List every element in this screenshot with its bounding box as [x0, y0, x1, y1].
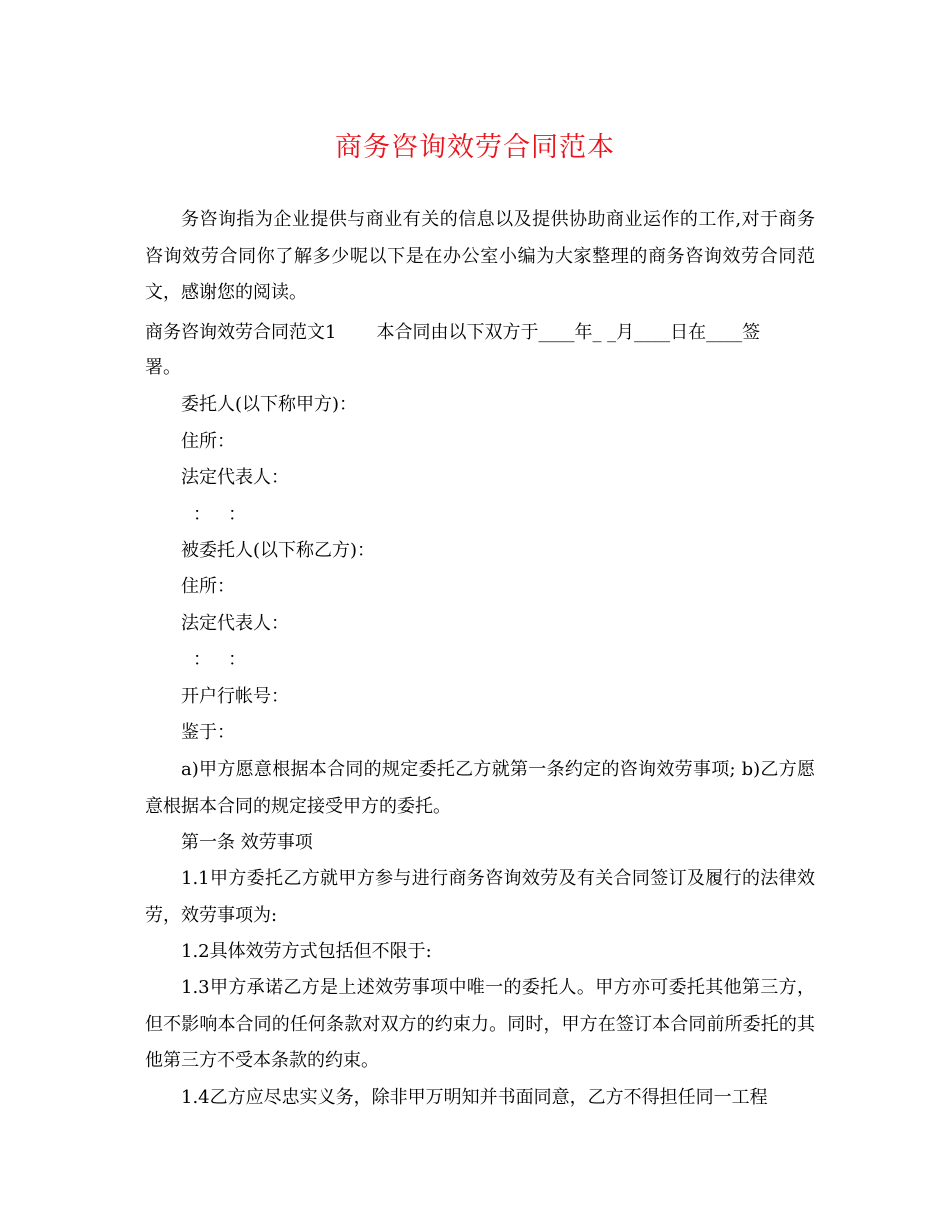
party-a-label: 委托人(以下称甲方)： [181, 394, 358, 415]
clause-1-4: 1.4乙方应尽忠实义务，除非甲万明知并书面同意，乙方不得担任同一工程 [181, 1087, 768, 1108]
party-b-colons: ： ： [193, 649, 247, 670]
clause-1-2: 1.2具体效劳方式包括但不限于: [181, 941, 432, 962]
party-a-address: 住所： [181, 431, 235, 452]
sample-heading-line [145, 315, 760, 352]
clause-1-3: 1.3甲方承诺乙方是上述效劳事项中唯一的委托人。甲方亦可委托其他第三方，但不影响本合同的任何条款对双方的约束力。同时，甲方在签订本合同前所委托的其他第三方不受本条款的约束。 [145, 977, 815, 1071]
whereas-paragraph: a)甲方愿意根据本合同的规定委托乙方就第一条约定的咨询效劳事项; b)乙方愿意根据本合同的规定接受甲方的委托。 [145, 759, 815, 817]
article-1-heading: 第一条 效劳事项 [181, 832, 313, 853]
party-b-label: 被委托人(以下称乙方)： [181, 540, 376, 561]
party-b-bank-account: 开户行帐号： [181, 686, 289, 707]
sample-wrap: 署。 [145, 357, 181, 378]
party-b-address: 住所： [181, 576, 235, 597]
document-title: 商务咨询效劳合同范本 [335, 132, 615, 163]
party-a-colons: ： ： [193, 504, 247, 525]
clause-1-1: 1.1甲方委托乙方就甲方参与进行商务咨询效劳及有关合同签订及履行的法律效劳，效劳事项为: [145, 868, 815, 926]
intro-paragraph: 务咨询指为企业提供与商业有关的信息以及提供协助商业运作的工作,对于商务咨询效劳合同你了解多少呢以下是在办公室小编为大家整理的商务咨询效劳合同范文，感谢您的阅读。 [145, 209, 815, 303]
party-b-representative: 法定代表人： [181, 613, 289, 634]
sample-first-line: 本合同由以下双方于____年_ _月____日在____签 [376, 322, 761, 343]
sample-heading: 商务咨询效劳合同范文1 [145, 322, 337, 343]
whereas-heading: 鉴于： [181, 722, 235, 743]
party-a-representative: 法定代表人： [181, 467, 289, 488]
